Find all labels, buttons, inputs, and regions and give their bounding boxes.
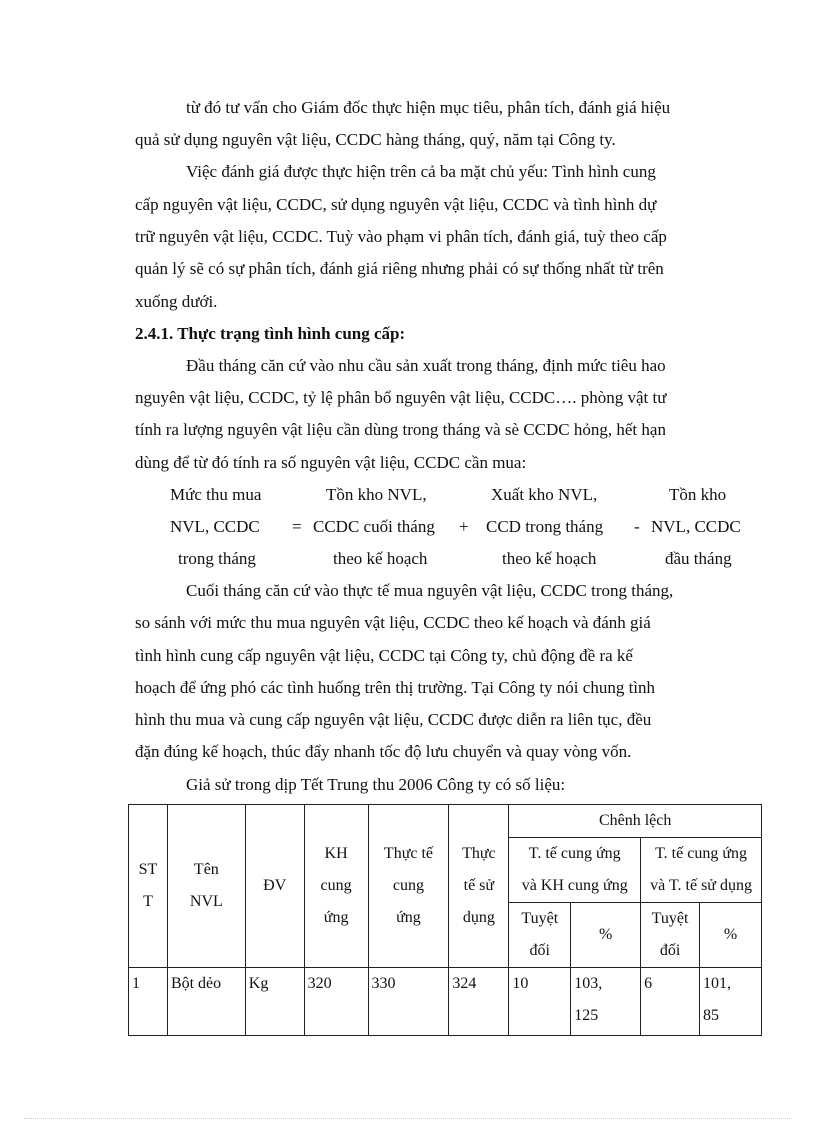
formula-term-3-line-1: Xuất kho NVL, bbox=[491, 485, 598, 504]
header-material-name-line-2: NVL bbox=[189, 893, 223, 910]
paragraph-2-line-2: cấp nguyên vật liệu, CCDC, sử dụng nguyên vật liệu, CCDC và tình hình dự bbox=[135, 195, 657, 214]
formula-term-2-line-2: CCDC cuối tháng bbox=[313, 517, 435, 536]
cell-actual-usage: 324 bbox=[449, 968, 509, 1036]
header-unit: ĐV bbox=[245, 805, 304, 968]
section-heading: 2.4.1. Thực trạng tình hình cung cấp: bbox=[135, 324, 406, 343]
paragraph-4-line-1: Cuối tháng căn cứ vào thực tế mua nguyên vật liệu, CCDC trong tháng, bbox=[186, 581, 674, 600]
header-actual-supply bbox=[368, 805, 449, 968]
paragraph-1-line-2: quả sử dụng nguyên vật liệu, CCDC hàng tháng, quý, năm tại Công ty. bbox=[135, 130, 616, 149]
cell-absolute-2: 6 bbox=[641, 968, 700, 1036]
paragraph-3-line-4: dùng để từ đó tính ra số nguyên vật liệu, CCDC cần mua: bbox=[135, 453, 527, 472]
header-absolute-1-line-2: đối bbox=[529, 942, 550, 959]
paragraph-4-line-4: hoạch để ứng phó các tình huống trên thị trường. Tại Công ty nói chung tình bbox=[135, 678, 656, 697]
paragraph-2-line-4: quản lý sẽ có sự phân tích, đánh giá riêng nhưng phải có sự thống nhất từ trên bbox=[135, 259, 664, 278]
paragraph-2-line-1: Việc đánh giá được thực hiện trên cả ba mặt chủ yếu: Tình hình cung bbox=[186, 162, 656, 181]
header-planned-supply-line-1: KH bbox=[324, 845, 348, 862]
formula-term-4-line-2: NVL, CCDC bbox=[651, 517, 741, 536]
formula-term-4-line-1: Tồn kho bbox=[669, 485, 727, 504]
header-actual-supply-line-1: Thực tế bbox=[383, 845, 434, 862]
formula-term-2-line-1: Tồn kho NVL, bbox=[326, 485, 427, 504]
header-actual-supply-line-3: ứng bbox=[396, 909, 421, 926]
paragraph-4-line-2: so sánh với mức thu mua nguyên vật liệu, CCDC theo kế hoạch và đánh giá bbox=[135, 613, 651, 632]
cell-percent-1-line-1: 103, bbox=[574, 975, 603, 992]
header-actual-supply-line-2: cung bbox=[392, 877, 425, 894]
header-actual-usage bbox=[449, 805, 509, 968]
page-bottom-rule bbox=[24, 1118, 792, 1119]
formula-minus: - bbox=[634, 517, 640, 536]
header-supply-vs-usage-line-2: và T. tế sử dụng bbox=[650, 877, 752, 894]
paragraph-3-line-1: Đầu tháng căn cứ vào nhu cầu sản xuất trong tháng, định mức tiêu hao bbox=[186, 356, 666, 375]
header-stt-line-1: ST bbox=[138, 861, 158, 878]
cell-percent-2 bbox=[700, 968, 762, 1036]
cell-planned-supply: 320 bbox=[304, 968, 368, 1036]
header-actual-usage-line-1: Thực bbox=[462, 845, 496, 862]
header-absolute-2 bbox=[641, 903, 700, 968]
cell-percent-2-line-1: 101, bbox=[703, 975, 732, 992]
cell-absolute-1: 10 bbox=[509, 968, 571, 1036]
paragraph-2-line-5: xuống dưới. bbox=[135, 292, 218, 311]
header-planned-supply-line-3: ứng bbox=[323, 909, 349, 926]
header-actual-usage-line-2: tế sử bbox=[463, 877, 495, 894]
header-supply-vs-plan bbox=[509, 838, 641, 903]
header-absolute-1-line-1: Tuyệt bbox=[521, 910, 559, 927]
header-percent-2: % bbox=[700, 903, 762, 968]
header-supply-vs-usage-line-1: T. tế cung ứng bbox=[655, 845, 747, 862]
formula-term-3-line-2: CCD trong tháng bbox=[486, 517, 604, 536]
header-stt-line-2: T bbox=[143, 893, 153, 910]
formula-term-3-line-3: theo kế hoạch bbox=[502, 549, 597, 568]
supply-table bbox=[128, 804, 762, 1036]
header-actual-usage-line-3: dụng bbox=[462, 909, 495, 926]
paragraph-3-line-2: nguyên vật liệu, CCDC, tỷ lệ phân bổ nguyên vật liệu, CCDC…. phòng vật tư bbox=[135, 388, 667, 407]
header-supply-vs-plan-line-2: và KH cung ứng bbox=[521, 877, 628, 894]
header-material-name-line-1: Tên bbox=[193, 861, 219, 878]
header-supply-vs-usage bbox=[641, 838, 762, 903]
cell-material-name: Bột dẻo bbox=[167, 968, 245, 1036]
cell-percent-2-line-2: 85 bbox=[703, 1007, 720, 1024]
header-absolute-1 bbox=[509, 903, 571, 968]
cell-percent-1 bbox=[571, 968, 641, 1036]
paragraph-2-line-3: trữ nguyên vật liệu, CCDC. Tuỳ vào phạm vi phân tích, đánh giá, tuỳ theo cấp bbox=[135, 227, 667, 246]
header-stt bbox=[129, 805, 168, 968]
paragraph-3-line-3: tính ra lượng nguyên vật liệu cần dùng trong tháng và sè CCDC hỏng, hết hạn bbox=[135, 420, 666, 439]
paragraph-4-line-6: đặn đúng kế hoạch, thúc đẩy nhanh tốc độ lưu chuyển và quay vòng vốn. bbox=[135, 742, 632, 761]
cell-unit: Kg bbox=[245, 968, 304, 1036]
formula-term-1-line-2: NVL, CCDC bbox=[170, 517, 260, 536]
paragraph-4-line-3: tình hình cung cấp nguyên vật liệu, CCDC tại Công ty, chủ động đề ra kế bbox=[135, 646, 633, 665]
formula-term-2-line-3: theo kế hoạch bbox=[333, 549, 428, 568]
formula-term-1-line-3: trong tháng bbox=[178, 549, 256, 568]
formula-term-4-line-3: đầu tháng bbox=[665, 549, 732, 568]
formula-plus: + bbox=[459, 517, 469, 536]
cell-percent-1-line-2: 125 bbox=[574, 1007, 599, 1024]
table-intro: Giả sử trong dịp Tết Trung thu 2006 Công ty có số liệu: bbox=[186, 775, 566, 794]
header-planned-supply-line-2: cung bbox=[320, 877, 352, 894]
paragraph-4-line-5: hình thu mua và cung cấp nguyên vật liệu, CCDC được diễn ra liên tục, đều bbox=[135, 710, 652, 729]
header-absolute-2-line-1: Tuyệt bbox=[651, 910, 689, 927]
cell-actual-supply: 330 bbox=[368, 968, 449, 1036]
header-percent-1: % bbox=[571, 903, 641, 968]
cell-stt: 1 bbox=[129, 968, 168, 1036]
header-difference: Chênh lệch bbox=[509, 805, 762, 838]
formula-equals: = bbox=[292, 517, 302, 536]
header-absolute-2-line-2: đối bbox=[659, 942, 681, 959]
header-planned-supply bbox=[304, 805, 368, 968]
formula-term-1-line-1: Mức thu mua bbox=[170, 485, 262, 504]
paragraph-1-line-1: từ đó tư vấn cho Giám đốc thực hiện mục tiêu, phân tích, đánh giá hiệu bbox=[186, 98, 671, 117]
table-row bbox=[129, 968, 762, 1036]
header-supply-vs-plan-line-1: T. tế cung ứng bbox=[528, 845, 621, 862]
header-material-name bbox=[167, 805, 245, 968]
